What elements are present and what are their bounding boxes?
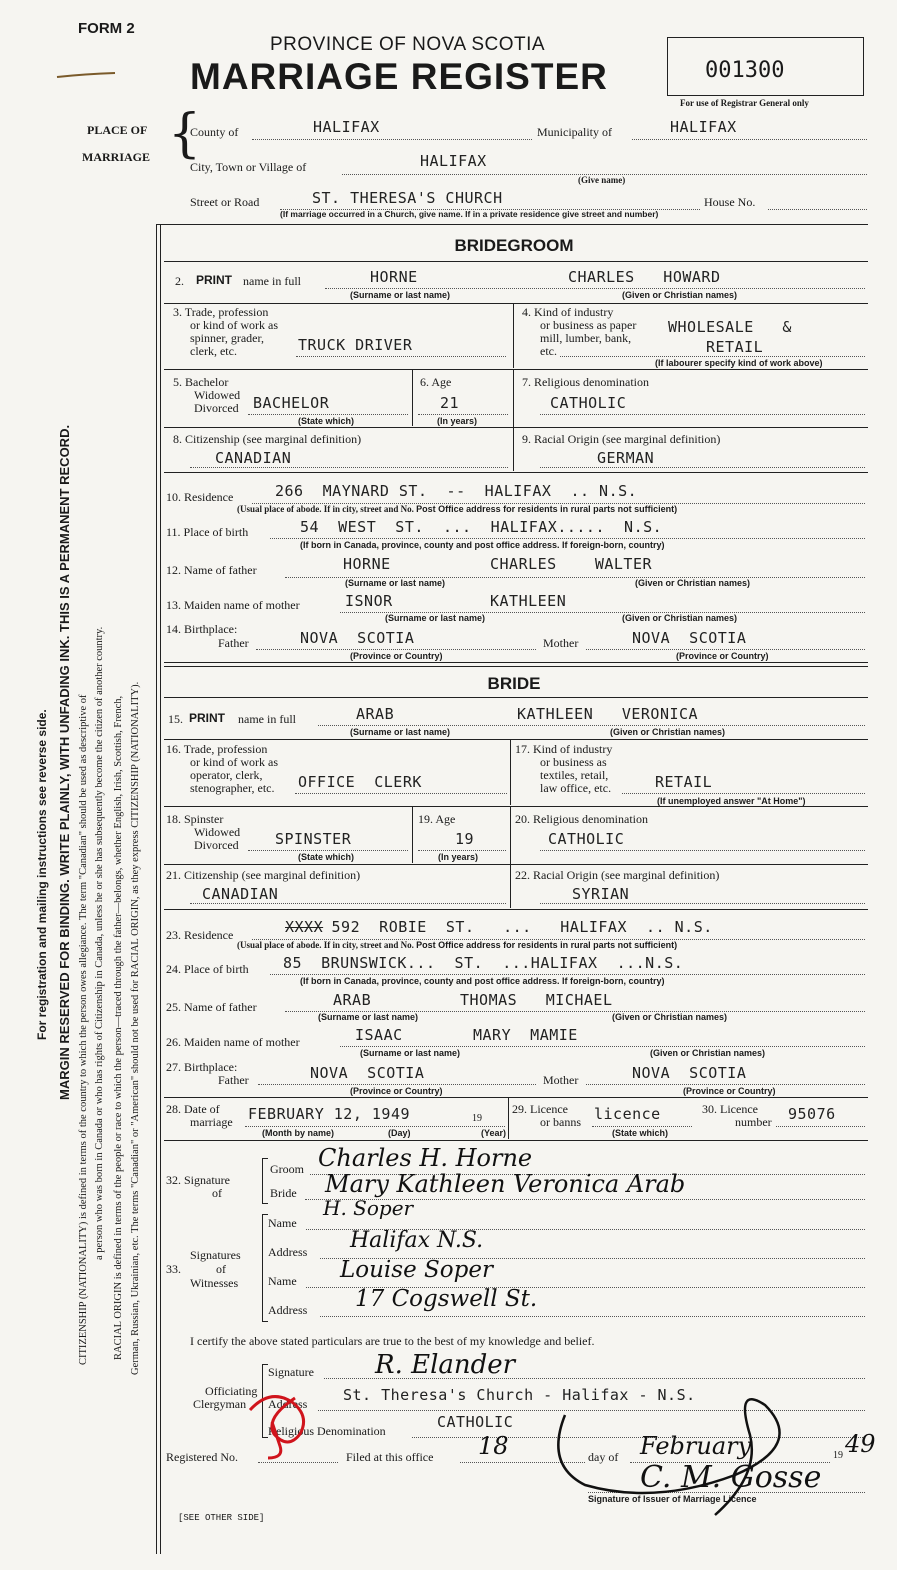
bride-racial-origin: SYRIAN	[572, 885, 630, 903]
field-4-label-2: or business as paper	[540, 318, 637, 332]
field-10-label: 10. Residence	[166, 490, 234, 504]
filed-label: Filed at this office	[346, 1450, 434, 1464]
filed-year-prefix: 19	[833, 1450, 843, 1461]
field-27-mother-label: Mother	[543, 1073, 579, 1087]
prov-caption-mother: (Province or Country)	[676, 651, 769, 661]
field-2-number: 2.	[175, 274, 184, 288]
field-3-label: 3. Trade, profession	[173, 305, 269, 319]
field-28-label: 28. Date of	[166, 1102, 220, 1116]
field-32-label-2: of	[212, 1186, 222, 1200]
municipality-value: HALIFAX	[670, 118, 737, 136]
street-caption: (If marriage occurred in a Church, give name. If in a private residence give street and number)	[280, 209, 659, 219]
field-33-label-3: Witnesses	[190, 1276, 239, 1290]
field-16-label-2: or kind of work as	[190, 755, 278, 769]
bride-signature-label: Bride	[270, 1186, 297, 1200]
field-14-mother-label: Mother	[543, 636, 579, 650]
city-caption: (Give name)	[578, 175, 626, 185]
witness-2-address: 17 Cogswell St.	[355, 1286, 538, 1312]
bridegroom-heading: BRIDEGROOM	[454, 236, 574, 255]
municipality-label: Municipality of	[537, 125, 612, 139]
field-19-label: 19. Age	[418, 812, 456, 826]
city-label: City, Town or Village of	[190, 160, 307, 174]
province-title: PROVINCE OF NOVA SCOTIA	[270, 34, 546, 55]
field-17-label: 17. Kind of industry	[515, 742, 613, 756]
bride-birth-caption: (If born in Canada, province, county and post office address. If foreign-born, country)	[300, 976, 665, 986]
bride-place-of-birth: 85 BRUNSWICK... ST. ...HALIFAX ...N.S.	[283, 954, 684, 972]
field-33-label-2: of	[216, 1262, 226, 1276]
red-correction-mark	[240, 1378, 340, 1460]
surname-caption: (Surname or last name)	[350, 290, 451, 300]
field-12-label: 12. Name of father	[166, 563, 257, 577]
field-4-label-3: mill, lumber, bank,	[540, 331, 632, 345]
registered-number-label: Registered No.	[166, 1450, 238, 1464]
licence-caption: (State which)	[612, 1128, 669, 1138]
registration-number: 001300	[705, 58, 785, 83]
witness-1-address-label: Address	[268, 1245, 308, 1259]
bride-father-given: THOMAS MICHAEL	[460, 991, 613, 1009]
marriage-year-prefix: 19	[472, 1113, 482, 1124]
mother-given-caption: (Given or Christian names)	[622, 613, 738, 623]
margin-note-2: For registration and mailing instructions see reverse side.	[35, 709, 49, 1040]
field-2-label: name in full	[243, 274, 301, 288]
field-5-label-3: Divorced	[194, 401, 239, 415]
industry-caption: (If labourer specify kind of work above)	[655, 358, 823, 368]
field-2-print: PRINT	[196, 273, 232, 287]
bride-mother-given-caption: (Given or Christian names)	[650, 1048, 766, 1058]
witness-1-address: Halifax N.S.	[350, 1228, 484, 1253]
groom-surname: HORNE	[370, 268, 418, 286]
place-label-1: PLACE OF	[87, 123, 148, 137]
bride-given-caption: (Given or Christian names)	[610, 727, 726, 737]
groom-industry-2: RETAIL	[706, 338, 764, 356]
groom-residence: 266 MAYNARD ST. -- HALIFAX .. N.S.	[275, 482, 638, 500]
field-30-label-2: number	[735, 1115, 772, 1129]
residence-caption-b: Post Office address for residents in rural parts not sufficient)	[416, 504, 678, 514]
birth-caption: (If born in Canada, province, county and post office address. If foreign-born, country)	[300, 540, 665, 550]
city-value: HALIFAX	[420, 152, 487, 170]
field-33-number: 33.	[166, 1262, 181, 1276]
licence-number: 95076	[788, 1105, 836, 1123]
groom-age: 21	[440, 394, 460, 412]
field-17-label-3: textiles, retail,	[540, 768, 609, 782]
clergy-address-label: Address	[268, 1397, 308, 1411]
age-caption: (In years)	[437, 416, 478, 426]
day-caption: (Day)	[388, 1128, 411, 1138]
clergy-address: St. Theresa's Church - Halifax - N.S.	[343, 1386, 696, 1404]
bride-father-birthplace: NOVA SCOTIA	[310, 1064, 425, 1082]
field-29-label: 29. Licence	[512, 1102, 568, 1116]
field-15-print: PRINT	[189, 711, 225, 725]
clergy-religion: CATHOLIC	[437, 1413, 514, 1431]
bride-father-given-caption: (Given or Christian names)	[612, 1012, 728, 1022]
groom-mother-birthplace: NOVA SCOTIA	[632, 629, 747, 647]
groom-signature-label: Groom	[270, 1162, 304, 1176]
groom-marital-status: BACHELOR	[253, 394, 330, 412]
officiating-label: Officiating	[205, 1384, 258, 1398]
groom-father-birthplace: NOVA SCOTIA	[300, 629, 415, 647]
father-given-caption: (Given or Christian names)	[635, 578, 751, 588]
bride-residence-struck: XXXX	[285, 918, 324, 936]
field-21-label: 21. Citizenship (see marginal definition)	[166, 868, 361, 882]
field-13-label: 13. Maiden name of mother	[166, 598, 300, 612]
field-26-label: 26. Maiden name of mother	[166, 1035, 300, 1049]
bride-father-surname-caption: (Surname or last name)	[318, 1012, 419, 1022]
bride-prov-caption-father: (Province or Country)	[350, 1086, 443, 1096]
bride-industry-caption: (If unemployed answer "At Home")	[657, 796, 806, 806]
groom-father-surname: HORNE	[343, 555, 391, 573]
field-16-label-4: stenographer, etc.	[190, 781, 275, 795]
field-8-label: 8. Citizenship (see marginal definition)	[173, 432, 362, 446]
clergy-signature: R. Elander	[375, 1350, 516, 1380]
field-27-label: 27. Birthplace:	[166, 1060, 238, 1074]
field-16-label: 16. Trade, profession	[166, 742, 268, 756]
field-3-label-2: or kind of work as	[190, 318, 278, 332]
bride-surname: ARAB	[356, 705, 395, 723]
street-label: Street or Road	[190, 195, 260, 209]
field-3-label-3: spinner, grader,	[190, 331, 265, 345]
bride-mother-surname-caption: (Surname or last name)	[360, 1048, 461, 1058]
field-16-label-3: operator, clerk,	[190, 768, 263, 782]
racial-definition-1: RACIAL ORIGIN is defined in terms of the people or race to which the person—traced through the father—belongs, whether English, Irish, Scottish, French,	[113, 695, 124, 1360]
field-3-label-4: clerk, etc.	[190, 344, 237, 358]
residence-caption	[237, 504, 677, 514]
field-15-label: name in full	[238, 712, 296, 726]
bride-signature: Mary Kathleen Veronica Arab	[325, 1170, 686, 1198]
field-9-label: 9. Racial Origin (see marginal definition)	[522, 432, 721, 446]
field-15-number: 15.	[168, 712, 183, 726]
see-other-side: [SEE OTHER SIDE]	[178, 1513, 265, 1523]
bride-marital-status: SPINSTER	[275, 830, 352, 848]
clergy-religion-label: Religious Denomination	[268, 1424, 386, 1438]
form-number: FORM 2	[78, 20, 135, 37]
clergyman-label: Clergyman	[193, 1397, 247, 1411]
month-caption: (Month by name)	[262, 1128, 334, 1138]
field-25-label: 25. Name of father	[166, 1000, 257, 1014]
bride-industry: RETAIL	[655, 773, 713, 791]
given-caption: (Given or Christian names)	[622, 290, 738, 300]
bride-religion: CATHOLIC	[548, 830, 625, 848]
groom-citizenship: CANADIAN	[215, 449, 292, 467]
field-14-father-label: Father	[218, 636, 249, 650]
status-caption: (State which)	[298, 416, 355, 426]
groom-mother-surname: ISNOR	[345, 592, 393, 610]
certification-statement: I certify the above stated particulars are true to the best of my knowledge and belief.	[190, 1334, 595, 1348]
groom-mother-given: KATHLEEN	[490, 592, 567, 610]
bride-heading: BRIDE	[487, 674, 541, 693]
witness-2-name-label: Name	[268, 1274, 297, 1288]
field-30-label: 30. Licence	[702, 1102, 758, 1116]
residence-caption-a: (Usual place of abode. If in city, street and No.	[237, 504, 414, 514]
marriage-date: FEBRUARY 12, 1949	[248, 1105, 411, 1123]
bride-trade: OFFICE CLERK	[298, 773, 422, 791]
bride-mother-given: MARY MAMIE	[473, 1026, 578, 1044]
field-5-label: 5. Bachelor	[173, 375, 229, 389]
bride-status-caption: (State which)	[298, 852, 355, 862]
field-7-label: 7. Religious denomination	[522, 375, 649, 389]
field-5-label-2: Widowed	[194, 388, 241, 402]
issuer-flourish	[535, 1375, 835, 1530]
groom-place-of-birth: 54 WEST ST. ... HALIFAX..... N.S.	[300, 518, 663, 536]
mother-surname-caption: (Surname or last name)	[385, 613, 486, 623]
issuer-caption: Signature of Issuer of Marriage Licence	[588, 1494, 757, 1504]
field-4-label: 4. Kind of industry	[522, 305, 614, 319]
issuer-signature: C. M. Gosse	[640, 1460, 822, 1495]
street-value: ST. THERESA'S CHURCH	[312, 189, 503, 207]
bride-residence-caption-b: Post Office address for residents in rural parts not sufficient)	[416, 940, 678, 950]
field-11-label: 11. Place of birth	[166, 525, 249, 539]
field-23-label: 23. Residence	[166, 928, 234, 942]
field-4-label-4: etc.	[540, 344, 557, 358]
county-value: HALIFAX	[313, 118, 380, 136]
place-brace: {	[168, 104, 202, 164]
register-title: MARRIAGE REGISTER	[190, 56, 608, 97]
father-surname-caption: (Surname or last name)	[345, 578, 446, 588]
field-18-label: 18. Spinster	[166, 812, 224, 826]
groom-trade: TRUCK DRIVER	[298, 336, 413, 354]
field-6-label: 6. Age	[420, 375, 452, 389]
field-29-label-2: or banns	[540, 1115, 581, 1129]
witness-2-address-label: Address	[268, 1303, 308, 1317]
field-17-label-4: law office, etc.	[540, 781, 612, 795]
citizenship-definition-1: CITIZENSHIP (NATIONALITY) is defined in terms of the country to which the person owes allegiance. The term "Canadian" should be used as descriptive of	[78, 694, 89, 1365]
groom-father-given: CHARLES WALTER	[490, 555, 653, 573]
bride-age: 19	[455, 830, 475, 848]
bride-surname-caption: (Surname or last name)	[350, 727, 451, 737]
racial-definition-2: German, Russian, Ukrainian, etc. The terms "Canadian" or "American" should not be used for RACIAL ORIGIN, as they express CITIZENSHIP (NATIONALITY).	[130, 681, 141, 1375]
field-28-label-2: marriage	[190, 1115, 233, 1129]
pen-mark	[55, 68, 120, 82]
field-14-label: 14. Birthplace:	[166, 622, 238, 636]
groom-given-names: CHARLES HOWARD	[568, 268, 721, 286]
licence-or-banns: licence	[594, 1105, 661, 1123]
groom-racial-origin: GERMAN	[597, 449, 655, 467]
registrar-note: For use of Registrar General only	[680, 98, 809, 108]
witness-1-name-label: Name	[268, 1216, 297, 1230]
bride-mother-surname: ISAAC	[355, 1026, 403, 1044]
bride-age-caption: (In years)	[438, 852, 479, 862]
groom-signature: Charles H. Horne	[318, 1144, 533, 1172]
place-label-2: MARRIAGE	[82, 150, 150, 164]
bride-father-surname: ARAB	[333, 991, 372, 1009]
field-24-label: 24. Place of birth	[166, 962, 249, 976]
groom-industry-1: WHOLESALE &	[668, 318, 792, 336]
county-label: County of	[190, 125, 239, 139]
bride-citizenship: CANADIAN	[202, 885, 279, 903]
witness-1-signature: H. Soper	[323, 1196, 414, 1220]
day-of-label: day of	[588, 1450, 619, 1464]
field-27-father-label: Father	[218, 1073, 249, 1087]
bride-residence: 592 ROBIE ST. ... HALIFAX .. N.S.	[322, 918, 713, 936]
margin-note-1: MARGIN RESERVED FOR BINDING. WRITE PLAINLY, WITH UNFADING INK. THIS IS A PERMANENT RECORD.	[57, 424, 72, 1100]
filed-year: 49	[845, 1430, 876, 1458]
field-18-label-3: Divorced	[194, 838, 239, 852]
field-33-label: Signatures	[190, 1248, 241, 1262]
witness-2-signature: Louise Soper	[340, 1257, 493, 1283]
field-32-label: 32. Signature	[166, 1173, 230, 1187]
bride-prov-caption-mother: (Province or Country)	[683, 1086, 776, 1096]
filed-month: February	[640, 1432, 752, 1460]
prov-caption-father: (Province or Country)	[350, 651, 443, 661]
house-label: House No.	[704, 195, 756, 209]
citizenship-definition-2: a person who was born in Canada or who has rights of Citizenship in Canada, unless he or she has subsequently become the citizen of another country.	[94, 626, 105, 1260]
bride-residence-caption	[237, 940, 677, 950]
bride-residence-caption-a: (Usual place of abode. If in city, street and No.	[237, 940, 414, 950]
bride-given-names: KATHLEEN VERONICA	[517, 705, 699, 723]
bride-mother-birthplace: NOVA SCOTIA	[632, 1064, 747, 1082]
field-22-label: 22. Racial Origin (see marginal definition)	[515, 868, 720, 882]
filed-day: 18	[478, 1432, 509, 1460]
field-17-label-2: or business as	[540, 755, 607, 769]
field-18-label-2: Widowed	[194, 825, 241, 839]
groom-religion: CATHOLIC	[550, 394, 627, 412]
field-20-label: 20. Religious denomination	[515, 812, 648, 826]
year-caption: (Year)	[481, 1128, 507, 1138]
clergy-signature-label: Signature	[268, 1365, 314, 1379]
